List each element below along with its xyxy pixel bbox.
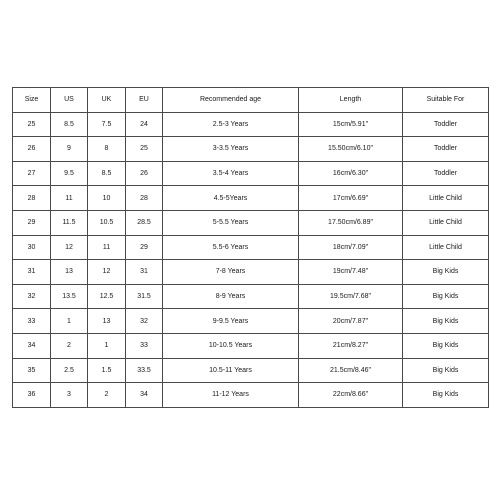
cell-eu: 28.5 [126, 210, 163, 235]
cell-length: 22cm/8.66" [299, 383, 403, 408]
cell-recommended-age: 10-10.5 Years [163, 333, 299, 358]
table-row [13, 235, 489, 260]
cell-eu: 24 [126, 112, 163, 137]
cell-suitable-for: Big Kids [403, 333, 489, 358]
cell-suitable-for: Toddler [403, 112, 489, 137]
cell-eu: 31 [126, 260, 163, 285]
cell-eu: 33.5 [126, 358, 163, 383]
cell-eu: 31.5 [126, 284, 163, 309]
table-row [13, 383, 489, 408]
cell-us: 12 [51, 235, 88, 260]
cell-suitable-for: Little Child [403, 210, 489, 235]
cell-recommended-age: 5.5-6 Years [163, 235, 299, 260]
cell-length: 21.5cm/8.46" [299, 358, 403, 383]
cell-length: 21cm/8.27" [299, 333, 403, 358]
cell-size: 29 [13, 210, 51, 235]
cell-suitable-for: Little Child [403, 235, 489, 260]
cell-length: 17cm/6.69" [299, 186, 403, 211]
cell-suitable-for: Toddler [403, 137, 489, 162]
table-row [13, 161, 489, 186]
cell-us: 9.5 [51, 161, 88, 186]
cell-length: 19cm/7.48" [299, 260, 403, 285]
table-row [13, 358, 489, 383]
cell-recommended-age: 11-12 Years [163, 383, 299, 408]
header-us: US [51, 88, 88, 113]
cell-recommended-age: 10.5-11 Years [163, 358, 299, 383]
cell-us: 11.5 [51, 210, 88, 235]
cell-recommended-age: 3-3.5 Years [163, 137, 299, 162]
cell-length: 19.5cm/7.68" [299, 284, 403, 309]
cell-size: 31 [13, 260, 51, 285]
cell-us: 11 [51, 186, 88, 211]
cell-us: 3 [51, 383, 88, 408]
cell-uk: 10 [88, 186, 126, 211]
cell-recommended-age: 2.5-3 Years [163, 112, 299, 137]
cell-uk: 11 [88, 235, 126, 260]
cell-eu: 32 [126, 309, 163, 334]
cell-us: 1 [51, 309, 88, 334]
header-uk: UK [88, 88, 126, 113]
cell-recommended-age: 3.5-4 Years [163, 161, 299, 186]
cell-length: 16cm/6.30" [299, 161, 403, 186]
cell-suitable-for: Big Kids [403, 383, 489, 408]
cell-suitable-for: Little Child [403, 186, 489, 211]
cell-recommended-age: 9-9.5 Years [163, 309, 299, 334]
header-recommended-age: Recommended age [163, 88, 299, 113]
cell-uk: 7.5 [88, 112, 126, 137]
cell-eu: 26 [126, 161, 163, 186]
table-row [13, 284, 489, 309]
cell-length: 15cm/5.91" [299, 112, 403, 137]
cell-size: 34 [13, 333, 51, 358]
cell-uk: 8 [88, 137, 126, 162]
cell-recommended-age: 7-8 Years [163, 260, 299, 285]
header-row [13, 88, 489, 113]
cell-suitable-for: Big Kids [403, 309, 489, 334]
cell-uk: 10.5 [88, 210, 126, 235]
header-size: Size [13, 88, 51, 113]
cell-suitable-for: Toddler [403, 161, 489, 186]
cell-size: 26 [13, 137, 51, 162]
cell-eu: 28 [126, 186, 163, 211]
cell-us: 13 [51, 260, 88, 285]
cell-uk: 12 [88, 260, 126, 285]
cell-us: 9 [51, 137, 88, 162]
table-row [13, 260, 489, 285]
table-row [13, 309, 489, 334]
cell-length: 20cm/7.87" [299, 309, 403, 334]
cell-uk: 2 [88, 383, 126, 408]
cell-suitable-for: Big Kids [403, 260, 489, 285]
table-header [13, 88, 489, 113]
cell-uk: 13 [88, 309, 126, 334]
table-row [13, 333, 489, 358]
cell-size: 30 [13, 235, 51, 260]
size-chart-table [12, 87, 489, 408]
cell-suitable-for: Big Kids [403, 284, 489, 309]
cell-size: 28 [13, 186, 51, 211]
cell-uk: 1.5 [88, 358, 126, 383]
cell-us: 13.5 [51, 284, 88, 309]
header-eu: EU [126, 88, 163, 113]
cell-recommended-age: 8-9 Years [163, 284, 299, 309]
cell-eu: 29 [126, 235, 163, 260]
cell-length: 17.50cm/6.89" [299, 210, 403, 235]
cell-uk: 12.5 [88, 284, 126, 309]
cell-recommended-age: 5-5.5 Years [163, 210, 299, 235]
cell-size: 36 [13, 383, 51, 408]
table-row [13, 210, 489, 235]
cell-uk: 1 [88, 333, 126, 358]
cell-us: 2 [51, 333, 88, 358]
cell-us: 2.5 [51, 358, 88, 383]
cell-suitable-for: Big Kids [403, 358, 489, 383]
cell-uk: 8.5 [88, 161, 126, 186]
cell-length: 18cm/7.09" [299, 235, 403, 260]
cell-size: 32 [13, 284, 51, 309]
table-row [13, 137, 489, 162]
cell-us: 8.5 [51, 112, 88, 137]
table-row [13, 186, 489, 211]
cell-eu: 33 [126, 333, 163, 358]
cell-length: 15.50cm/6.10" [299, 137, 403, 162]
table-row [13, 112, 489, 137]
cell-size: 25 [13, 112, 51, 137]
cell-eu: 25 [126, 137, 163, 162]
header-suitable-for: Suitable For [403, 88, 489, 113]
table-body [13, 112, 489, 407]
cell-eu: 34 [126, 383, 163, 408]
cell-recommended-age: 4.5-5Years [163, 186, 299, 211]
header-length: Length [299, 88, 403, 113]
cell-size: 35 [13, 358, 51, 383]
cell-size: 27 [13, 161, 51, 186]
cell-size: 33 [13, 309, 51, 334]
